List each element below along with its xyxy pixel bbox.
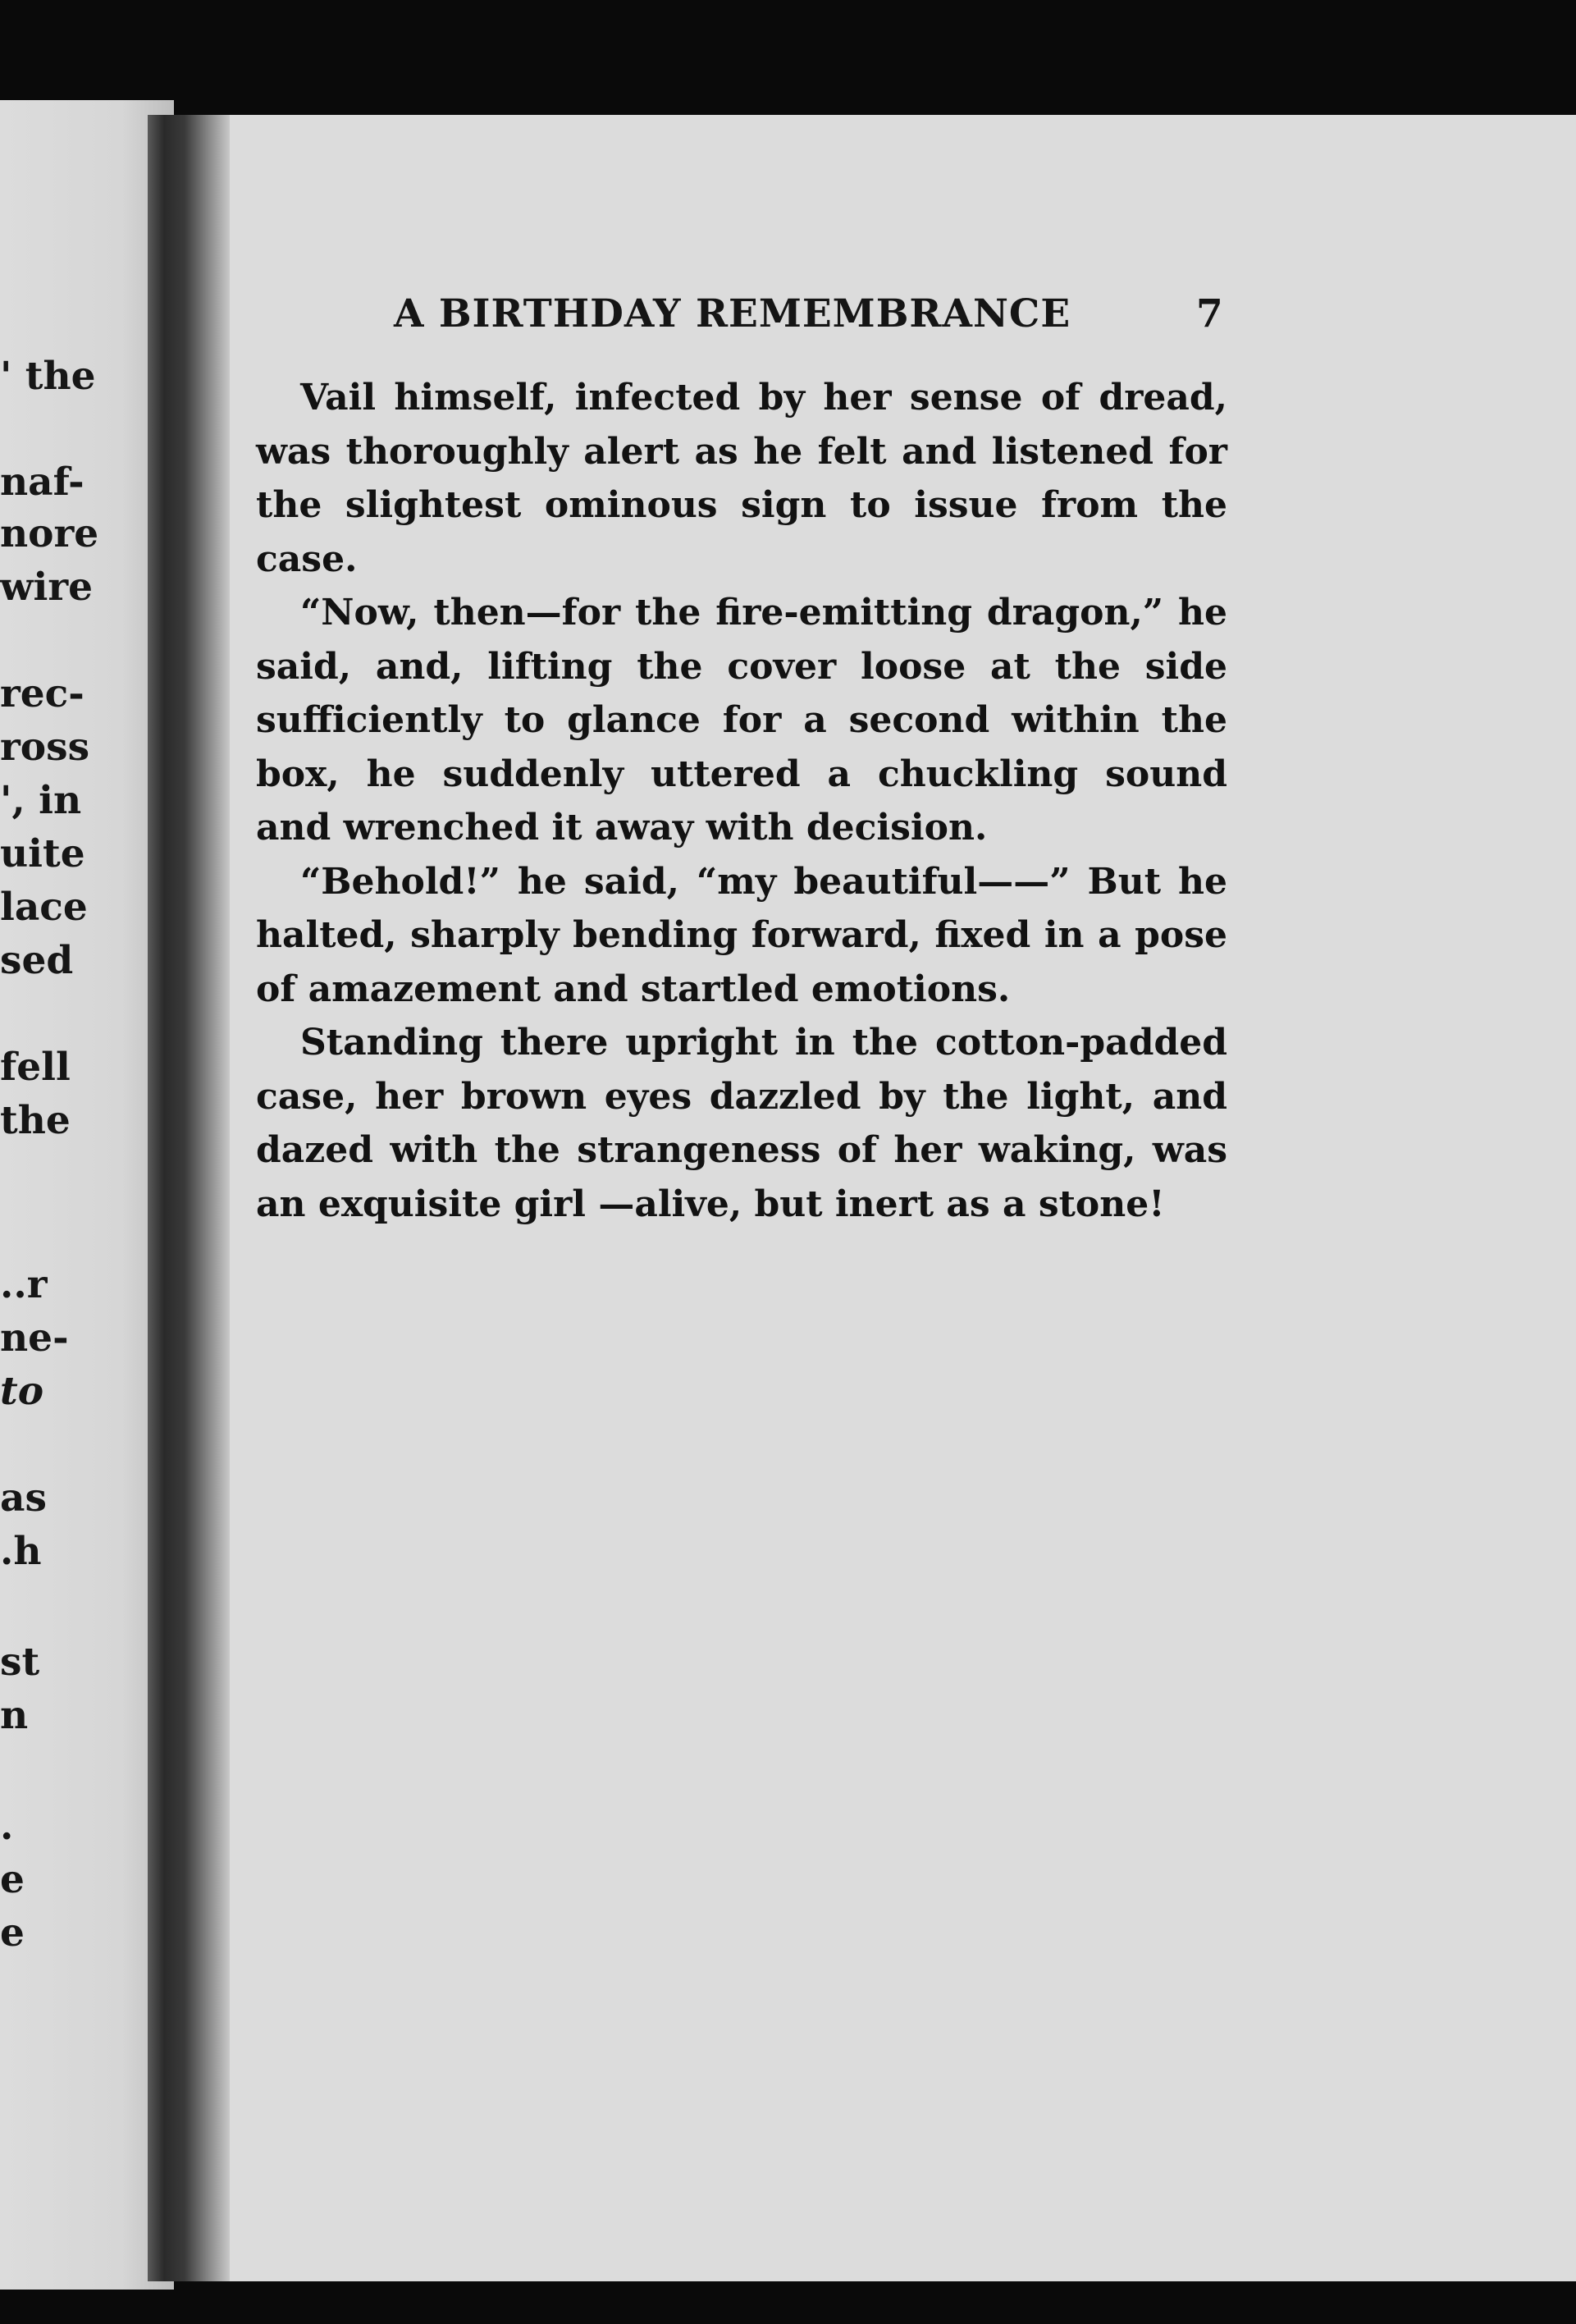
scan-border-bottom bbox=[0, 2281, 1576, 2324]
left-page-fragment: ne- bbox=[0, 1315, 69, 1361]
scan-border-top bbox=[0, 0, 1576, 115]
page-number: 7 bbox=[1196, 291, 1223, 336]
left-page-fragment: ', in bbox=[0, 778, 82, 823]
body-text bbox=[256, 371, 1227, 1231]
left-page-fragment: as bbox=[0, 1475, 47, 1521]
left-page-fragment: e bbox=[0, 1910, 25, 1956]
left-page-fragment: nore bbox=[0, 511, 99, 556]
running-head: A BIRTHDAY REMEMBRANCE bbox=[394, 291, 1071, 336]
left-page-fragment: uite bbox=[0, 831, 85, 876]
left-page-fragment: st bbox=[0, 1640, 40, 1685]
left-page-fragment: n bbox=[0, 1693, 29, 1738]
left-page-fragment: ..r bbox=[0, 1262, 48, 1307]
book-gutter-shadow bbox=[148, 115, 230, 2281]
paragraph: “Behold!” he said, “my beautiful——” But he halted, sharply bending forward, fixed in a pose of amazement and startled emotions. bbox=[256, 860, 1227, 1010]
paragraph: “Now, then—for the fire-emitting dragon,” he said, and, lifting the cover loose at the side sufficiently to glance for a second within the box, he suddenly uttered a chuckling sound and wrenched it away with decision. bbox=[256, 592, 1227, 849]
left-page-fragment: rec- bbox=[0, 671, 85, 716]
left-page-fragment: fell bbox=[0, 1045, 71, 1090]
left-page-fragment: . bbox=[0, 1804, 14, 1849]
left-page-fragment: wire bbox=[0, 565, 93, 610]
left-page-fragment: .h bbox=[0, 1529, 42, 1574]
left-page-fragment: the bbox=[0, 1098, 71, 1143]
left-page-fragment: ross bbox=[0, 725, 90, 770]
left-page-fragment: e bbox=[0, 1857, 25, 1902]
left-page-fragment: lace bbox=[0, 885, 88, 930]
paragraph: Standing there upright in the cotton-padded case, her brown eyes dazzled by the light, and dazed with the strangeness of her waking, was an exquisite girl —alive, but inert as a stone! bbox=[256, 1022, 1227, 1225]
left-page-fragment: ' the bbox=[0, 354, 96, 399]
left-page-fragment: to bbox=[0, 1369, 44, 1414]
left-page-fragment: naf- bbox=[0, 460, 85, 505]
left-page-fragment: sed bbox=[0, 938, 74, 983]
paragraph: Vail himself, infected by her sense of dread, was thoroughly alert as he felt and listened for the slightest ominous sign to issue from the case. bbox=[256, 377, 1227, 580]
